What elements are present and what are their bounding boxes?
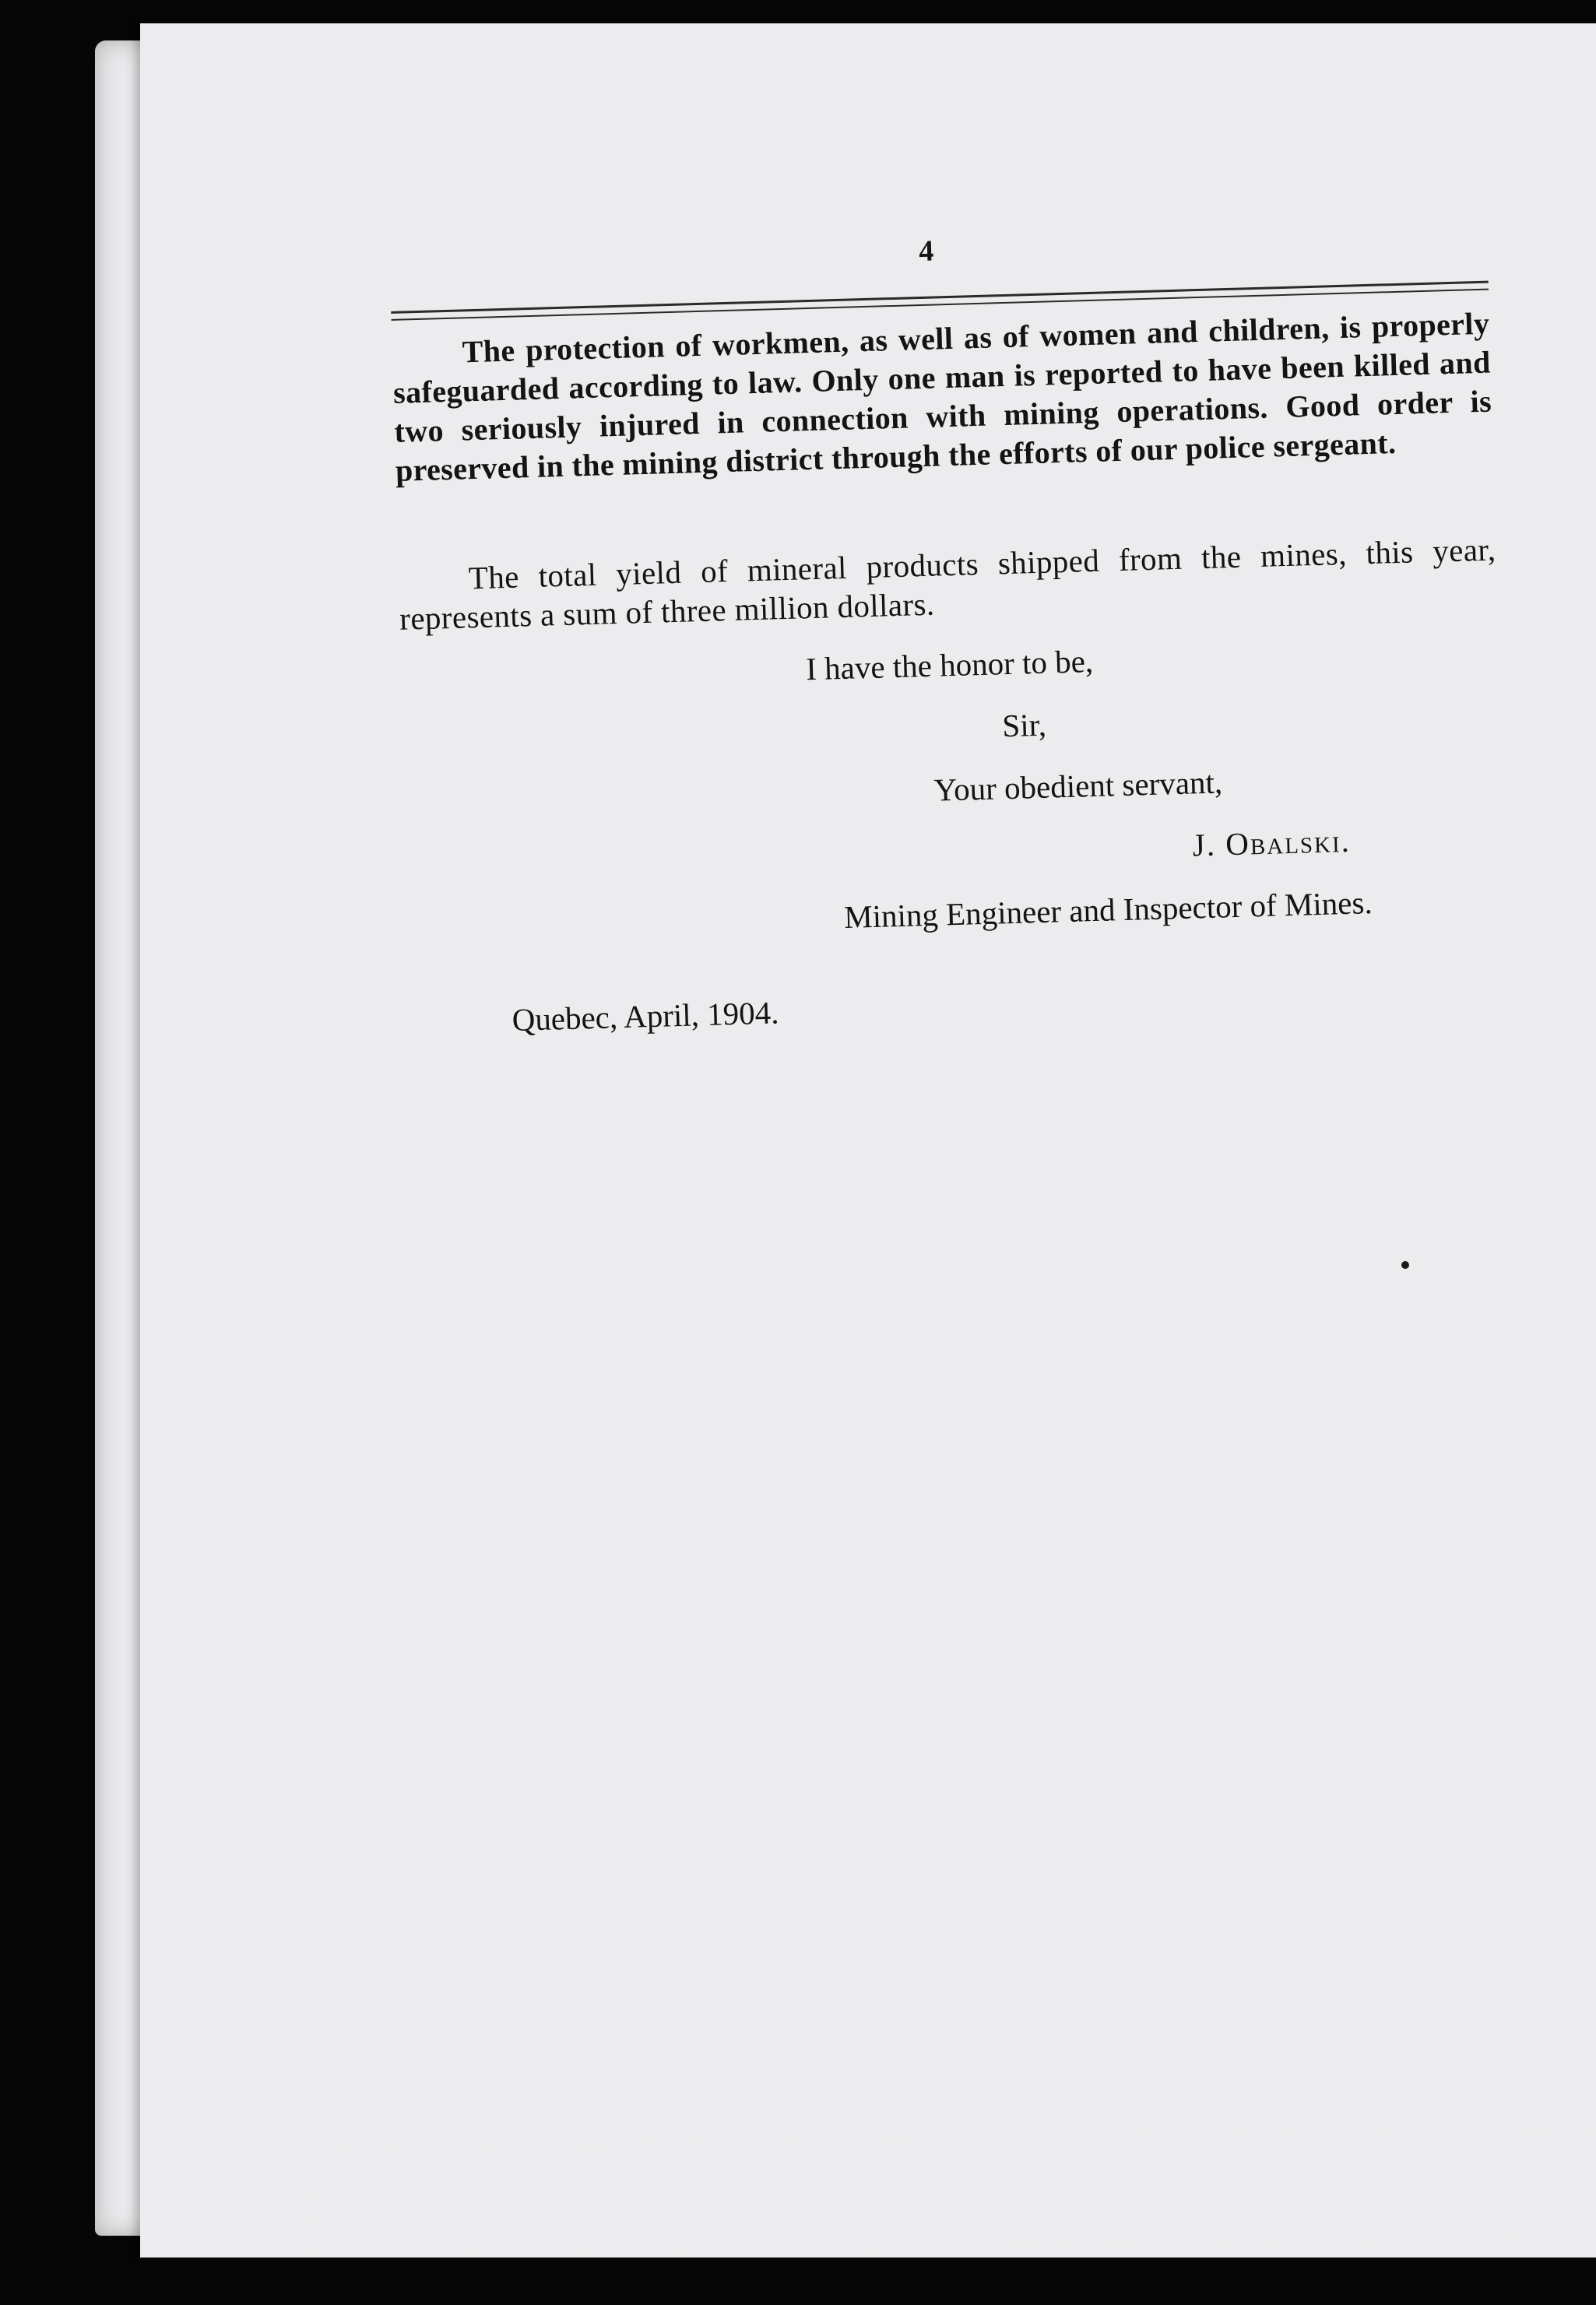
closing-line: I have the honor to be,	[805, 642, 1094, 687]
page-content	[389, 218, 1536, 1183]
place-date: Quebec, April, 1904.	[511, 994, 779, 1038]
body-paragraph: The total yield of mineral products shipped from the mines, this year, represents a sum of three million dollars.	[399, 531, 1496, 637]
page-number: 4	[918, 234, 934, 268]
closing-line: Your obedient servant,	[933, 764, 1223, 808]
ink-speck	[1401, 1261, 1409, 1269]
signatory-title: Mining Engineer and Inspector of Mines.	[843, 884, 1373, 936]
closing-salutation: Sir,	[1001, 706, 1047, 744]
page-bottom-edge	[311, 2128, 1596, 2258]
body-paragraph: The protection of workmen, as well as of women and children, is properly safeguarded according to law. Only one man is reported to have been killed and two seriously injured in connection with mining operations. Good order is preserved in the mining district through the efforts of our police sergeant.	[392, 305, 1492, 488]
signature: J. Obalski.	[1192, 822, 1352, 863]
